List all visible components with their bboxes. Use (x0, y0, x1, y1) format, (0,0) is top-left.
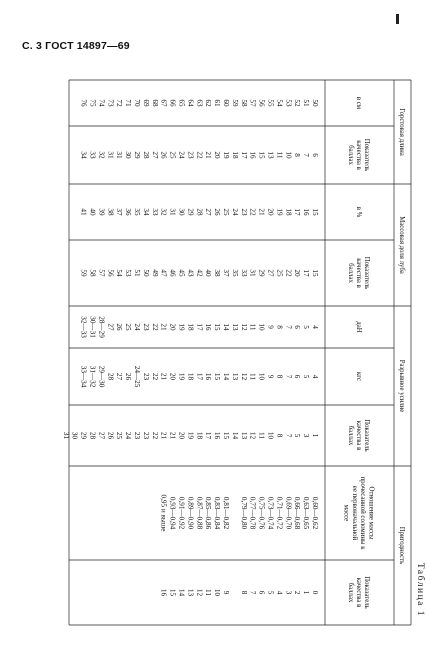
col-suitability-score-cell: 11 (204, 589, 213, 596)
col-bast-score-cell: 49 (150, 269, 159, 277)
col-load-dan-cell: 13 (230, 323, 239, 331)
header-col-bast-percent: в % (355, 206, 362, 218)
col-length-score-cell: 16 (248, 151, 257, 159)
col-load-kgs-cell: 29—30 (97, 365, 106, 388)
col-length-cm-cell: 68 (150, 99, 159, 107)
col-load-dan-cell: 7 (284, 325, 293, 329)
col-length-cm-cell: 69 (141, 99, 150, 107)
col-length-score-cell: 7 (302, 153, 311, 157)
col-bast-percent-cell: 37 (115, 208, 124, 216)
col-suitability-score-cell: 15 (168, 588, 177, 597)
col-bast-score-cell: 58 (88, 269, 97, 277)
col-load-kgs-cell: 31—32 (88, 365, 97, 388)
col-bast-score-cell: 59 (79, 269, 88, 277)
col-length-cm-cell: 50 (311, 99, 319, 107)
col-length-score-cell: 26 (159, 151, 168, 159)
col-load-kgs-cell: 4 (311, 374, 319, 379)
col-bast-percent-cell: 33 (150, 208, 159, 216)
col-bast-percent-cell: 24 (230, 208, 239, 216)
col-load-score-cell: 30 (70, 431, 79, 440)
col-ratio-cell: 0,60—0,62 (311, 496, 319, 530)
col-ratio-cell: 0,83—0,84 (213, 496, 222, 530)
header-col-bast-score: Показателькачества вбаллах (346, 256, 371, 290)
col-load-kgs-cell: 11 (248, 373, 257, 380)
col-load-dan-cell: 30—31 (88, 316, 97, 338)
col-load-kgs-cell: 26 (124, 372, 133, 381)
col-bast-percent-cell: 39 (97, 208, 106, 216)
col-load-kgs-cell: 20 (168, 372, 177, 381)
col-ratio-cell: 0,63—0,65 (302, 496, 311, 530)
col-load-score-cell: 20 (177, 431, 186, 440)
col-bast-score-cell: 31 (248, 269, 257, 277)
col-suitability-score-cell: 0 (311, 590, 319, 595)
col-length-score-cell: 34 (79, 151, 88, 159)
col-bast-percent-cell: 18 (284, 208, 293, 216)
col-load-dan-cell: 4 (311, 325, 319, 329)
col-bast-percent-cell: 15 (311, 208, 319, 216)
col-load-dan-cell: 24 (133, 323, 141, 331)
col-load-score-cell: 21 (168, 431, 177, 440)
col-length-score-cell: 18 (230, 151, 239, 159)
col-load-dan-cell: 19 (177, 323, 186, 331)
col-load-score-cell: 24 (124, 431, 133, 440)
col-load-kgs-cell: 16 (204, 372, 213, 381)
col-length-cm-cell: 61 (213, 99, 222, 107)
col-length-cm-cell: 72 (115, 99, 124, 107)
col-length-score-cell: 30 (124, 151, 133, 159)
col-load-score-cell: 25 (115, 431, 124, 440)
col-length-score-cell: 23 (186, 151, 195, 159)
col-length-cm-cell: 71 (124, 99, 133, 107)
col-length-cm-cell: 60 (222, 99, 230, 107)
group-header-breaking-load: Разрывное усилие (398, 359, 405, 413)
group-header-bast-mass-fraction: Массовая доля луба (398, 216, 405, 274)
col-load-kgs-cell: 17 (195, 372, 204, 381)
col-load-dan-cell: 27 (106, 323, 115, 331)
col-length-cm-cell: 66 (168, 99, 177, 107)
header-col-ratio: Отношение массыпрочесанной соломины кее первоначальноймассе (342, 476, 375, 550)
col-bast-percent-cell: 32 (159, 208, 168, 216)
col-load-score-cell: 27 (97, 431, 106, 440)
col-load-kgs-cell: 9 (266, 374, 275, 379)
col-bast-score-cell: 15 (311, 269, 319, 277)
col-load-score-cell: 19 (186, 431, 195, 440)
col-bast-percent-cell: 19 (275, 208, 284, 216)
col-load-dan-cell: 21 (159, 323, 168, 331)
rotated-table-sheet (61, 80, 425, 625)
header-col-suitability-score: Показателькачества вбаллах (346, 576, 371, 609)
col-length-cm-cell: 58 (239, 99, 248, 107)
col-bast-score-cell: 42 (195, 269, 204, 277)
col-load-kgs-cell: 8 (275, 374, 284, 379)
col-length-score-cell: 11 (275, 151, 284, 159)
col-load-kgs-cell: 18 (186, 372, 195, 381)
col-ratio-cell: 0,91—0,92 (177, 496, 186, 530)
col-suitability-score-cell: 6 (257, 590, 266, 595)
col-load-dan-cell: 5 (302, 325, 311, 329)
col-bast-percent-cell: 17 (293, 208, 302, 216)
col-load-score-cell: 29 (79, 431, 88, 440)
col-bast-score-cell: 27 (266, 269, 275, 277)
col-bast-percent-cell: 34 (141, 208, 150, 216)
col-load-kgs-cell: 21 (159, 372, 168, 381)
col-bast-percent-cell: 30 (177, 208, 186, 216)
col-bast-percent-cell: 21 (257, 208, 266, 216)
col-bast-score-cell: 57 (97, 269, 106, 277)
col-load-kgs-cell: 7 (284, 374, 293, 379)
col-suitability-score-cell: 8 (239, 590, 248, 595)
col-length-score-cell: 31 (106, 151, 115, 159)
col-load-dan-cell: 12 (239, 323, 248, 331)
col-load-dan-cell: 22 (150, 323, 159, 331)
col-length-cm-cell: 76 (79, 99, 88, 107)
col-length-cm-cell: 70 (133, 99, 141, 107)
header-col-load-kgs: кгс (355, 371, 362, 382)
col-load-kgs-cell: 15 (213, 372, 222, 381)
col-suitability-score-cell: 14 (177, 588, 186, 597)
col-length-cm-cell: 54 (275, 99, 284, 107)
col-ratio-cell: 0,69—0,70 (284, 496, 293, 530)
col-load-dan-cell: 20 (168, 323, 177, 331)
col-bast-score-cell: 25 (275, 269, 284, 277)
col-suitability-score-cell: 3 (284, 590, 293, 595)
col-bast-score-cell: 47 (159, 269, 168, 277)
col-load-dan-cell: 14 (222, 323, 230, 331)
col-load-dan-cell: 16 (204, 323, 213, 331)
col-length-score-cell: 15 (257, 151, 266, 159)
col-load-dan-cell: 28—29 (97, 316, 106, 338)
col-length-score-cell: 28 (141, 151, 150, 159)
col-bast-score-cell: 29 (257, 269, 266, 277)
table-title: Таблица 1 (415, 562, 425, 617)
col-suitability-score-cell: 10 (213, 588, 222, 597)
col-load-kgs-cell: 12 (239, 372, 248, 381)
col-ratio-cell: 0,89—0,90 (186, 496, 195, 530)
col-length-cm-cell: 56 (257, 99, 266, 107)
col-bast-percent-cell: 16 (302, 208, 311, 216)
col-length-score-cell: 32 (97, 151, 106, 159)
col-suitability-score-cell: 13 (186, 588, 195, 597)
group-header-suitability: Пригодность (398, 526, 405, 565)
col-load-score-cell: 18 (195, 431, 204, 440)
col-load-score-cell: 22 (150, 431, 159, 440)
col-bast-percent-cell: 22 (248, 208, 257, 216)
col-load-kgs-cell: 23 (141, 372, 150, 381)
col-load-kgs-cell: 27 (115, 372, 124, 381)
col-bast-percent-cell: 40 (88, 208, 97, 216)
col-load-kgs-cell: 13 (230, 372, 239, 381)
col-length-score-cell: 6 (311, 153, 319, 157)
col-length-cm-cell: 62 (204, 99, 213, 107)
col-load-kgs-cell: 33—34 (79, 365, 88, 388)
col-length-cm-cell: 53 (284, 99, 293, 107)
col-suitability-score-cell: 7 (248, 590, 257, 595)
col-length-cm-cell: 55 (266, 99, 275, 107)
col-bast-score-cell: 50 (141, 269, 150, 277)
col-bast-score-cell: 40 (204, 269, 213, 277)
col-ratio-cell: 0,75—0,76 (257, 496, 266, 530)
col-load-score-cell: 15 (222, 431, 230, 440)
col-ratio-cell: 0,77—0,78 (248, 496, 257, 530)
col-load-dan-cell: 8 (275, 325, 284, 329)
col-bast-score-cell: 51 (133, 269, 141, 277)
col-ratio-cell: 0,81—0,82 (222, 496, 230, 530)
col-length-cm-cell: 73 (106, 99, 115, 107)
scan-artifact-mark (396, 14, 399, 24)
col-length-cm-cell: 51 (302, 99, 311, 107)
col-ratio-cell: 0,79—0,80 (239, 496, 248, 530)
col-load-score-cell: 28 (88, 431, 97, 440)
col-bast-percent-cell: 31 (168, 208, 177, 216)
col-ratio-cell: 0,71—0,72 (275, 496, 284, 530)
col-load-dan-cell: 25 (124, 323, 133, 331)
col-load-dan-cell: 32—33 (79, 316, 88, 338)
col-load-dan-cell: 9 (266, 325, 275, 329)
col-bast-percent-cell: 27 (204, 208, 213, 216)
col-bast-score-cell: 54 (115, 269, 124, 277)
col-load-dan-cell: 10 (257, 323, 266, 331)
col-load-dan-cell: 11 (248, 323, 257, 331)
col-suitability-score-cell: 16 (159, 588, 168, 597)
col-bast-percent-cell: 35 (133, 208, 141, 216)
col-bast-score-cell: 43 (186, 269, 195, 277)
col-ratio-cell: 0,66—0,68 (293, 496, 302, 530)
col-load-score-cell: 16 (213, 431, 222, 440)
col-length-cm-cell: 59 (230, 99, 239, 107)
col-bast-score-cell: 46 (168, 269, 177, 277)
col-bast-percent-cell: 23 (239, 208, 248, 216)
col-load-score-cell: 5 (293, 433, 302, 438)
col-length-cm-cell: 52 (293, 99, 302, 107)
col-length-score-cell: 24 (177, 151, 186, 159)
col-length-cm-cell: 63 (195, 99, 204, 107)
col-load-score-cell: 10 (266, 431, 275, 440)
col-load-score-cell: 8 (275, 433, 284, 438)
col-length-cm-cell: 57 (248, 99, 257, 107)
col-suitability-score-cell: 5 (266, 590, 275, 595)
col-bast-score-cell: 35 (230, 269, 239, 277)
col-bast-score-cell: 20 (293, 269, 302, 277)
col-length-score-cell: 22 (195, 151, 204, 159)
col-length-cm-cell: 75 (88, 99, 97, 107)
col-load-kgs-cell: 24—25 (133, 365, 141, 388)
col-bast-percent-cell: 36 (124, 208, 133, 216)
col-bast-percent-cell: 26 (213, 208, 222, 216)
col-load-score-cell: 1 (311, 433, 319, 438)
col-bast-percent-cell: 29 (186, 208, 195, 216)
col-suitability-score-cell: 4 (275, 590, 284, 595)
header-col-load-score: Показателькачества вбаллах (346, 419, 371, 452)
col-load-dan-cell: 15 (213, 323, 222, 331)
col-length-score-cell: 19 (222, 151, 230, 159)
col-load-kgs-cell: 22 (150, 372, 159, 381)
col-load-dan-cell: 17 (195, 323, 204, 331)
col-length-score-cell: 27 (150, 151, 159, 159)
col-length-score-cell: 20 (213, 151, 222, 159)
col-load-score-cell: 13 (239, 431, 248, 440)
col-bast-percent-cell: 38 (106, 208, 115, 216)
col-bast-score-cell: 22 (284, 269, 293, 277)
col-length-cm-cell: 65 (177, 99, 186, 107)
col-bast-percent-cell: 25 (222, 208, 230, 216)
col-length-score-cell: 17 (239, 151, 248, 159)
col-load-score-cell: 31 (61, 431, 70, 440)
header-col-load-dan: даН (355, 321, 362, 333)
col-length-cm-cell: 74 (97, 99, 106, 107)
col-suitability-score-cell: 9 (222, 590, 230, 595)
col-bast-percent-cell: 41 (79, 208, 88, 216)
col-length-score-cell: 10 (284, 151, 293, 159)
header-col-length-score: Показателькачества вбаллах (346, 138, 371, 172)
col-length-score-cell: 25 (168, 151, 177, 159)
col-load-kgs-cell: 19 (177, 372, 186, 381)
col-ratio-cell: 0,93—0,94 (168, 496, 177, 530)
col-load-score-cell: 3 (302, 433, 311, 438)
col-ratio-cell: 0,85—0,86 (204, 496, 213, 530)
col-bast-score-cell: 17 (302, 269, 311, 277)
header-col-length-cm: в см (355, 96, 362, 110)
col-ratio-cell: 0,73—0,74 (266, 496, 275, 530)
col-bast-percent-cell: 28 (195, 208, 204, 216)
col-length-score-cell: 31 (115, 151, 124, 159)
col-load-score-cell: 23 (133, 431, 141, 440)
col-bast-percent-cell: 20 (266, 208, 275, 216)
col-load-dan-cell: 18 (186, 323, 195, 331)
col-bast-score-cell: 37 (222, 269, 230, 277)
col-load-dan-cell: 23 (141, 323, 150, 331)
col-load-score-cell: 26 (106, 431, 115, 440)
col-length-score-cell: 33 (88, 151, 97, 159)
col-length-cm-cell: 64 (186, 99, 195, 107)
col-length-score-cell: 13 (266, 151, 275, 159)
col-load-score-cell: 17 (204, 431, 213, 440)
col-suitability-score-cell: 1 (302, 590, 311, 595)
col-load-kgs-cell: 14 (222, 372, 230, 381)
col-load-score-cell: 7 (284, 433, 293, 438)
col-ratio-cell: 0,87—0,88 (195, 496, 204, 530)
col-load-score-cell: 21 (159, 431, 168, 440)
col-bast-score-cell: 45 (177, 269, 186, 277)
col-length-cm-cell: 67 (159, 99, 168, 107)
col-load-dan-cell: 26 (115, 323, 124, 331)
data-table (61, 80, 411, 625)
col-load-score-cell: 23 (141, 431, 150, 440)
col-load-kgs-cell: 28 (106, 372, 115, 381)
group-header-stalk-length: Горстовая длина (398, 108, 405, 156)
col-load-dan-cell: 6 (293, 325, 302, 329)
col-load-kgs-cell: 6 (293, 374, 302, 379)
col-load-score-cell: 11 (257, 432, 266, 439)
col-ratio-cell: 0,95 и выше (159, 494, 168, 532)
col-load-kgs-cell: 10 (257, 372, 266, 381)
col-length-score-cell: 29 (133, 151, 141, 159)
col-bast-score-cell: 56 (106, 269, 115, 277)
col-bast-score-cell: 38 (213, 269, 222, 277)
col-length-score-cell: 8 (293, 153, 302, 157)
col-suitability-score-cell: 2 (293, 590, 302, 595)
col-bast-score-cell: 33 (239, 269, 248, 277)
col-load-score-cell: 12 (248, 431, 257, 440)
col-bast-score-cell: 53 (124, 269, 133, 277)
col-load-score-cell: 14 (230, 431, 239, 440)
col-load-kgs-cell: 5 (302, 374, 311, 379)
page-header: С. 3 ГОСТ 14897—69 (22, 40, 130, 52)
col-length-score-cell: 21 (204, 151, 213, 159)
col-suitability-score-cell: 12 (195, 588, 204, 597)
